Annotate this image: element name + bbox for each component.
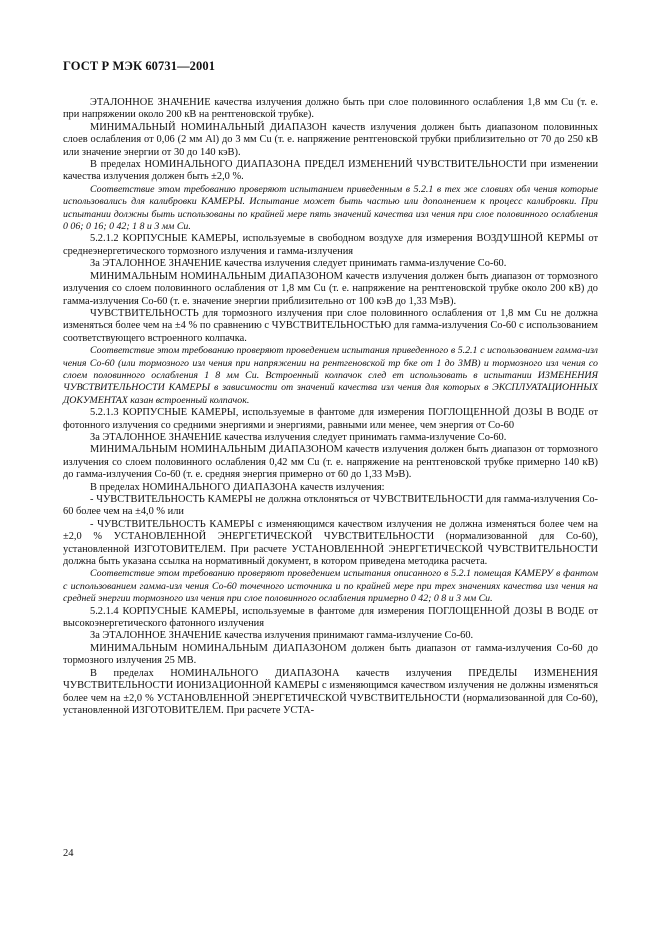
paragraph: ЧУВСТВИТЕЛЬНОСТЬ для тормозного излучения при слое половинного ослабления от 1,8 мм Cu не должна изменяться более чем на ±4 % по сравнению с ЧУВСТВИТЕЛЬНОСТЬЮ для гамма-излучения Co-60 с использованием соответствующего встроенного колпачка. [63, 307, 598, 344]
section-heading: 5.2.1.2 КОРПУСНЫЕ КАМЕРЫ, используемые в свободном воздухе для измерения ВОЗДУШНОЙ КЕРМЫ от среднеэнергетического тормозного излучения и гамма-излучения [63, 233, 598, 257]
page-number: 24 [63, 848, 74, 859]
compliance-note: Соответствие этом требованию проверяют проведением испытания приведенного в 5.2.1 с использованием гамма-изл чения Co-60 (или тормозного изл чения при напряжении на рентгеновской тр бке от 1 до 3МВ) и тормозного изл чения со слоем половинного ослабления 1 8 мм Cu. Встроенный колпачок след ет использовать в испытании ИЗМЕНЕНИЯ ЧУВСТВИТЕЛЬНОСТИ КАМЕРЫ в зависимости от значений качества изл чения для которых в ЭКСПЛУАТАЦИОННЫХ ДОКУМЕНТАХ казан встроенный колпачок. [63, 345, 598, 406]
paragraph: МИНИМАЛЬНЫЙ НОМИНАЛЬНЫЙ ДИАПАЗОН качеств излучения должен быть диапазоном половинных слоев ослабления от 0,06 (2 мм Al) до 3 мм Cu (т. е. напряжение рентгеновской трубки приблизительно от 70 до 250 кВ или значение энергии от 30 до 140 кэВ). [63, 121, 598, 158]
paragraph: За ЭТАЛОННОЕ ЗНАЧЕНИЕ качества излучения следует принимать гамма-излучение Co-60. [90, 431, 507, 443]
paragraph: За ЭТАЛОННОЕ ЗНАЧЕНИЕ качества излучения принимают гамма-излучение Co-60. [90, 630, 474, 642]
compliance-note: Соответствие этом требованию проверяют испытанием приведенным в 5.2.1 в тех же словиях обл чения которые использовались для калибровки КАМЕРЫ. Испытание может быть частью или дополнением к процесс калибровки. При испытании должны быть использованы по крайней мере пять значений качества изл чения при слое половинного ослабления 0 06; 0 16; 0 42; 1 8 и 3 мм Cu. [63, 183, 598, 233]
paragraph: В пределах НОМИНАЛЬНОГО ДИАПАЗОНА качеств излучения: [90, 481, 385, 493]
compliance-note: Соответствие этом требованию проверяют проведением испытания описанного в 5.2.1 помещая КАМЕРУ в фантом с использованием гамма-изл чения Co-60 точечного источника и по крайней мере при трех значениях качества изл чения на средней энергии тормозного изл чения при слое половинного ослабления примерно 0 42; 0 8 и 3 мм Cu. [63, 568, 598, 605]
list-item: - ЧУВСТВИТЕЛЬНОСТЬ КАМЕРЫ не должна отклоняться от ЧУВСТВИТЕЛЬНОСТИ для гамма-излучения Co-60 более чем на ±4,0 % или [63, 494, 598, 518]
section-heading: 5.2.1.4 КОРПУСНЫЕ КАМЕРЫ, используемые в фантоме для измерения ПОГЛОЩЕННОЙ ДОЗЫ В ВОДЕ от высокоэнергетического фатонного излучения [63, 605, 598, 630]
body-text [63, 97, 598, 717]
paragraph: ЭТАЛОННОЕ ЗНАЧЕНИЕ качества излучения должно быть при слое половинного ослабления 1,8 мм Cu (т. е. при напряжении около 200 кВ на рентгеновской трубке). [63, 97, 598, 121]
paragraph: МИНИМАЛЬНЫМ НОМИНАЛЬНЫМ ДИАПАЗОНОМ качеств излучения должен быть диапазон от тормозного излучения со слоем половинного ослабления от 1,8 мм Cu (т. е. напряжение на рентгеновской трубке около 200 кВ) до гамма-излучения Co-60 (т. е. значение энергии приблизительно от 100 кэВ до 1,33 МэВ). [63, 270, 598, 307]
document-header: ГОСТ Р МЭК 60731—2001 [63, 59, 216, 73]
paragraph: За ЭТАЛОННОЕ ЗНАЧЕНИЕ качества излучения следует принимать гамма-излучение Co-60. [90, 258, 507, 270]
paragraph: МИНИМАЛЬНЫМ НОМИНАЛЬНЫМ ДИАПАЗОНОМ должен быть диапазон от гамма-излучения Co-60 до тормозного излучения 25 МВ. [63, 642, 598, 667]
section-heading: 5.2.1.3 КОРПУСНЫЕ КАМЕРЫ, используемые в фантоме для измерения ПОГЛОЩЕННОЙ ДОЗЫ В ВОДЕ от фотонного излучения со средними энергиями и энергиями, равными или менее, чем энергия от Co-60 [63, 407, 598, 431]
paragraph: В пределах НОМИНАЛЬНОГО ДИАПАЗОНА качеств излучения ПРЕДЕЛЫ ИЗМЕНЕНИЯ ЧУВСТВИТЕЛЬНОСТИ ИОНИЗАЦИОННОЙ КАМЕРЫ с изменяющимся качеством излучения не должны изменяться более чем на ±2,0 % УСТАНОВЛЕННОЙ ЭНЕРГЕТИЧЕСКОЙ ЧУВСТВИТЕЛЬНОСТИ (нормализованной для Co-60), установленной ИЗГОТОВИТЕЛЕМ. При расчете УСТА- [63, 667, 598, 716]
list-item: - ЧУВСТВИТЕЛЬНОСТЬ КАМЕРЫ с изменяющимся качеством излучения не должна изменяться более чем на ±2,0 % УСТАНОВЛЕННОЙ ЭНЕРГЕТИЧЕСКОЙ ЧУВСТВИТЕЛЬНОСТИ (нормализованной для Co-60), установленной ИЗГОТОВИТЕЛЕМ. При расчете УСТАНОВЛЕННОЙ ЭНЕРГЕТИЧЕСКОЙ ЧУВСТВИТЕЛЬНОСТИ должна быть указана ссылка на нормативный документ, в котором приведена методика расчета. [63, 518, 598, 568]
paragraph: МИНИМАЛЬНЫМ НОМИНАЛЬНЫМ ДИАПАЗОНОМ качеств излучения должен быть диапазон от тормозного излучения со слоем половинного ослабления 0,42 мм Cu (т. е. напряжение на рентгеновской трубке примерно 140 кВ) до гамма-излучения Co-60 (т. е. средняя энергия примерно от 60 до 1,33 МэВ). [63, 444, 598, 481]
paragraph: В пределах НОМИНАЛЬНОГО ДИАПАЗОНА ПРЕДЕЛ ИЗМЕНЕНИЙ ЧУВСТВИТЕЛЬНОСТИ при изменении качества излучения должен быть ±2,0 %. [63, 159, 598, 183]
